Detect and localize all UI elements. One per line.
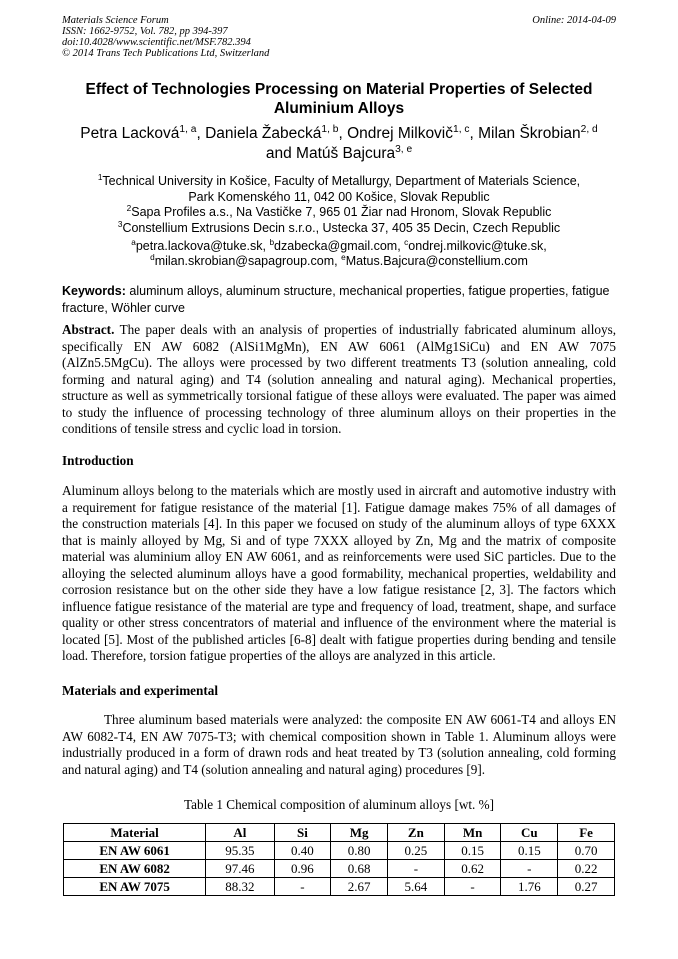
table-cell: 1.76 [501, 878, 558, 896]
table-header-cell: Mn [444, 824, 501, 842]
table-cell: 0.27 [558, 878, 615, 896]
table-row [64, 842, 615, 860]
table-cell: 0.96 [274, 860, 331, 878]
email-link[interactable]: Matus.Bajcura@constellium.com [345, 254, 528, 268]
email-sup: e [341, 252, 346, 262]
table-header-cell: Si [274, 824, 331, 842]
journal-copyright: © 2014 Trans Tech Publications Ltd, Switzerland [62, 48, 270, 59]
paper-title [62, 80, 616, 118]
table-header-cell: Cu [501, 824, 558, 842]
email-sup: a [131, 237, 136, 247]
email-sup: c [404, 237, 409, 247]
table-cell: - [444, 878, 501, 896]
section-heading-introduction: Introduction [62, 453, 134, 468]
keywords [62, 283, 616, 317]
affiliation-sup: 1 [97, 172, 103, 182]
table-cell: 97.46 [206, 860, 274, 878]
paper-title-line2: Aluminium Alloys [273, 100, 405, 117]
table-header-cell: Fe [558, 824, 615, 842]
paper-title-line1: Effect of Technologies Processing on Material Properties of Selected [85, 81, 593, 98]
affiliation-sup: 3 [117, 219, 123, 229]
table-cell: 0.22 [558, 860, 615, 878]
email-link[interactable]: ondrej.milkovic@tuke.sk, [408, 239, 547, 253]
section-heading-materials: Materials and experimental [62, 683, 219, 698]
table-cell: 0.40 [274, 842, 331, 860]
author-connector: and [265, 145, 292, 162]
table-cell: 0.15 [444, 842, 501, 860]
affiliation-text: Constellium Extrusions Decin s.r.o., Ustecka 37, 405 35 Decin, Czech Republic [122, 220, 561, 235]
affiliation-sup: 2 [126, 203, 132, 213]
journal-doi: doi:10.4028/www.scientific.net/MSF.782.394 [62, 37, 251, 48]
affiliation-1-line2: Park Komenského 11, 042 00 Košice, Slovak Republic [188, 189, 490, 204]
author-affil-sup: 3, e [395, 143, 413, 155]
table-header-cell: Al [206, 824, 274, 842]
author-name: Daniela Žabecká [205, 125, 322, 142]
author-affil-sup: 2, d [580, 123, 598, 135]
materials-paragraph: Three aluminum based materials were analyzed: the composite EN AW 6061-T4 and alloys EN AW 6082-T4, EN AW 7075-T3; with chemical composition shown in Table 1. Aluminum alloys were industrially produced in a form of drawn rods and heat treated by T3 (solution annealing, cold forming and natural aging) and T4 (solution annealing and natural aging) procedures [9]. [62, 712, 616, 777]
email-sup: d [150, 252, 155, 262]
affiliation-2 [62, 205, 616, 221]
table-cell: EN AW 6082 [64, 860, 206, 878]
affiliation-text: Technical University in Košice, Faculty of Metallurgy, Department of Materials Science, [102, 174, 581, 188]
online-date: Online: 2014-04-09 [532, 15, 616, 26]
author-affil-sup: 1, b [321, 123, 339, 135]
chemical-composition-table [63, 823, 615, 896]
email-line-1 [62, 239, 616, 254]
author-name: Milan Škrobian [478, 125, 581, 142]
table-caption: Table 1 Chemical composition of aluminum alloys [wt. %] [183, 797, 495, 812]
abstract-label: Abstract. [62, 322, 115, 337]
author-emails [62, 239, 616, 269]
table-row [64, 860, 615, 878]
table-header-cell: Material [64, 824, 206, 842]
keywords-text: aluminum alloys, aluminum structure, mechanical properties, fatigue properties, fatigue fracture, Wöhler curve [62, 284, 610, 315]
journal-header [62, 15, 269, 59]
table-cell: - [274, 878, 331, 896]
email-link[interactable]: petra.lackova@tuke.sk, [135, 239, 266, 253]
email-link[interactable]: milan.skrobian@sapagroup.com, [154, 254, 338, 268]
author-list [62, 124, 616, 164]
table-row [64, 878, 615, 896]
table-header-row [64, 824, 615, 842]
journal-name: Materials Science Forum [62, 15, 169, 26]
table-cell: 0.62 [444, 860, 501, 878]
email-link[interactable]: dzabecka@gmail.com, [274, 239, 401, 253]
affiliation-3 [62, 221, 616, 237]
author-line-2 [62, 144, 616, 164]
table-cell: 5.64 [388, 878, 445, 896]
table-header-cell: Mg [331, 824, 388, 842]
author-name: Petra Lacková [80, 125, 180, 142]
email-line-2 [62, 254, 616, 269]
author-name: Ondrej Milkovič [347, 125, 454, 142]
table-cell: 2.67 [331, 878, 388, 896]
author-affil-sup: 1, c [453, 123, 470, 135]
table-cell: - [501, 860, 558, 878]
affiliation-text: Sapa Profiles a.s., Na Vastičke 7, 965 01 Žiar nad Hronom, Slovak Republic [131, 205, 552, 219]
table-cell: EN AW 7075 [64, 878, 206, 896]
abstract-text: The paper deals with an analysis of properties of industrially fabricated aluminum alloys, specifically EN AW 6082 (AlSi1MgMn), EN AW 6061 (AlMg1SiCu) and EN AW 7075 (AlZn5.5MgCu). The alloys were processed by two different treatments T3 (solution annealing, cold forming and natural aging) and T4 (solution annealing and natural aging). Mechanical properties, structure as well as symmetrically torsional fatigue of these alloys were evaluated. The paper was aimed to study the influence of processing technology of three aluminum alloys on their properties in the conditions of tensile stress and cyclic load in torsion. [62, 322, 616, 436]
table-cell: 0.80 [331, 842, 388, 860]
table-cell: 0.15 [501, 842, 558, 860]
journal-issn: ISSN: 1662-9752, Vol. 782, pp 394-397 [62, 26, 228, 37]
affiliations [62, 174, 616, 236]
table-cell: 0.68 [331, 860, 388, 878]
author-name: Matúš Bajcura [296, 145, 396, 162]
table-cell: 95.35 [206, 842, 274, 860]
email-sup: b [269, 237, 275, 247]
table-header-cell: Zn [388, 824, 445, 842]
author-affil-sup: 1, a [179, 123, 197, 135]
introduction-paragraph: Aluminum alloys belong to the materials which are mostly used in aircraft and automotive industry with a requirement for fatigue resistance of the material [1]. Fatigue damage makes 75% of all damages of the construction materials [4]. In this paper we focused on study of the aluminum alloys of type 6XXX that is mainly alloyed by Mg, Si and of type 7XXX alloyed by Zn, Mg and the matrix of composite material was aluminium alloy EN AW 6061, and as reinforcements were used SiC particles. Due to the alloying the selected aluminum alloys have a good formability, mechanical properties, weldability and corrosion resistance but on the other side they have a low fatigue resistance [2, 3]. The factors which influence fatigue resistance of the material are type and frequency of load, treatment, shape, and surface quality or other stress concentrators of material and influence of the environment where the material is located [5]. Most of the published articles [6-8] dealt with fatigue properties during bending and tensile load. Therefore, torsion fatigue properties of the alloys are analyzed in this article. [62, 483, 616, 663]
table-cell: EN AW 6061 [64, 842, 206, 860]
abstract [62, 322, 616, 438]
table-cell: 0.70 [558, 842, 615, 860]
author-line-1: Petra Lacková$^{1, a}$, Daniela Žabecká$^{1, b}$, Ondrej Milkovič$^{1, c}$, Milan Škrobian$^{2, d}$ [80, 123, 598, 142]
table-cell: 0.25 [388, 842, 445, 860]
table-cell: 88.32 [206, 878, 274, 896]
keywords-label: Keywords: [62, 284, 126, 298]
affiliation-1-line1 [62, 174, 616, 190]
table-cell: - [388, 860, 445, 878]
